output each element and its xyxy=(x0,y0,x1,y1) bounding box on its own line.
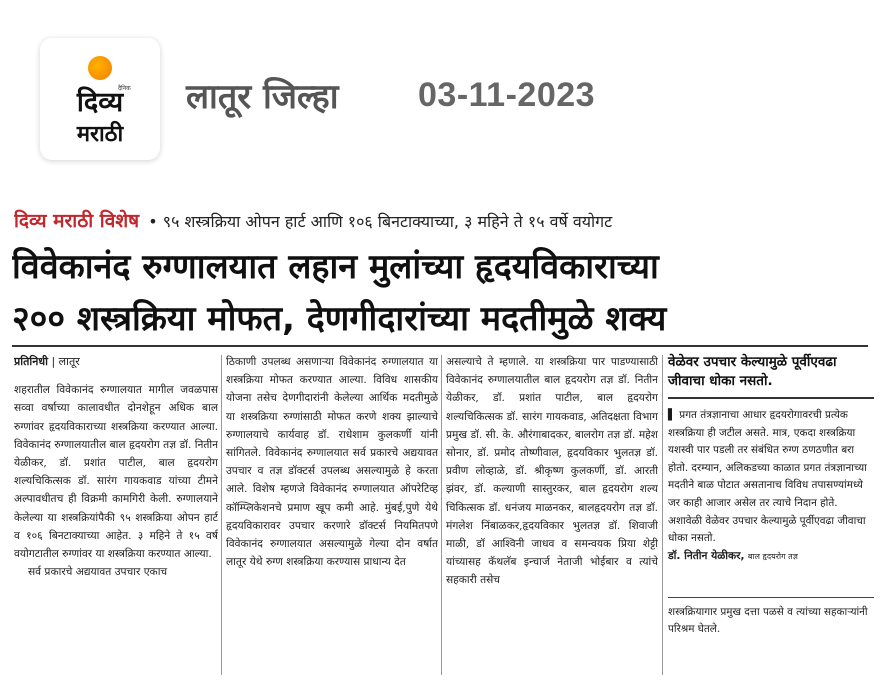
headline-divider xyxy=(12,345,868,347)
column-divider xyxy=(221,355,222,675)
district-title: लातूर जिल्हा xyxy=(186,77,339,117)
sidebar-headline: वेळेवर उपचार केल्यामुळे पूर्वीएवढा जीवाचा धोका नसतो. xyxy=(668,354,837,389)
article-kicker xyxy=(14,207,874,237)
sidebar-footer: शस्त्रक्रियागार प्रमुख दत्ता पळसे व त्यांच्या सहकाऱ्यांनी परिश्रम घेतले. xyxy=(668,597,874,638)
kicker-text: • ९५ शस्त्रक्रिया ओपन हार्ट आणि १०६ बिनटाक्याच्या, ३ महिने ते १५ वर्षे वयोगट xyxy=(148,212,613,231)
byline-name: प्रतिनिधी xyxy=(14,355,48,368)
newspaper-clipping xyxy=(0,195,884,687)
page-header xyxy=(0,0,884,185)
divya-marathi-logo[interactable] xyxy=(40,38,160,160)
column-divider xyxy=(441,355,442,675)
sidebar-signature-name: डॉ. नितीन येळीकर, xyxy=(668,549,745,562)
logo-tagline: दैनिक xyxy=(118,85,131,92)
headline-line2: २०० शस्त्रक्रिया मोफत, देणगीदारांच्या मदतीमुळे शक्य xyxy=(12,299,667,339)
column-2-text: ठिकाणी उपलब्ध असणाऱ्या विवेकानंद रुग्णालयात या शस्त्रक्रिया मोफत करण्यात आल्या. विविध शासकीय योजना तसेच देणगीदारांनी केलेल्या आर्थिक मदतीमुळे या शस्त्रक्रिया रुग्णांसाठी मोफत करणे शक्य झाल्याचे रुग्णालयाचे कार्यवाह डॉ. राधेशाम कुलकर्णी यांनी सांगितले. विवेकानंद रुग्णालयात सर्व प्रकारचे अद्ययावत उपचार व तज्ञ डॉक्टर्स उपलब्ध असल्यामुळे हे करता आले. विशेष म्हणजे विवेकानंद रुग्णालयात ऑपरेटिव्ह कॉम्प्लिकेशनचे प्रमाण खूप कमी आहे. मुंबई,पुणे येथे हृदयविकारावर उपचार करणारे डॉक्टर्स नियमितपणे विवेकानंद रुग्णालयात असल्यामुळे गेल्या दोन वर्षात लातूर येथे रुग्ण शस्त्रक्रिया करण्यास प्राधान्य देत xyxy=(226,356,438,569)
sidebar-quote: ▌ प्रगत तंत्रज्ञानाचा आधार हृदयरोगावरची प्रत्येक शस्त्रक्रिया ही जटील असते. मात्र, एकदा शस्त्रक्रिया यशस्वी पार पडली तर संबंधित रुग्ण ठणठणीत बरा होतो. दरम्यान, अलिकडच्या काळात प्रगत तंत्रज्ञानाच्या मदतीने बाळ पोटात असतानाच विविध तपासण्यांमध्ये जर काही आजार असेल तर त्याचे निदान होते. अशावेळी वेळेवर उपचार केल्यामुळे पूर्वीएवढा जीवाचा धोका नसतो. xyxy=(668,409,867,545)
article-column-3 xyxy=(446,353,658,683)
column-divider xyxy=(662,355,663,675)
kicker-brand: दिव्य मराठी विशेष xyxy=(14,210,140,232)
byline-place: | लातूर xyxy=(51,355,80,368)
sidebar-box xyxy=(668,353,874,683)
sidebar-signature-role: बाल हृदयरोग तज्ञ xyxy=(747,551,798,561)
logo-text-line2: मराठी xyxy=(76,122,124,147)
article-headline xyxy=(12,241,876,345)
article-column-1 xyxy=(14,353,218,683)
sun-icon xyxy=(88,56,112,80)
column-3-text: असल्याचे ते म्हणाले. या शस्त्रक्रिया पार पाडण्यासाठी विवेकानंद रुग्णालयातील बाल हृदयरोग तज्ञ डॉ. नितीन येळीकर, डॉ. प्रशांत पाटील, बाल हृदयरोग शल्यचिकित्सक डॉ. सारंग गायकवाड, अतिदक्षता विभाग प्रमुख डॉ. सी. के. औरंगाबादकर, बालरोग तज्ञ डॉ. महेश सोनार, डॉ. प्रमोद तोष्णीवाल, हृदयविकार भुलतज्ञ डॉ. प्रवीण लोव्हाळे, डॉ. श्रीकृष्ण कुलकर्णी, डॉ. आरती झंवर, डॉ. कल्याणी सास्तुरकर, बाल हृदयरोग शल्य चिकित्सक डॉ. धनंजय माळनकर, बालहृदयरोग तज्ञ डॉ. मंगलेश निंबाळकर,हृदयविकार भुलतज्ञ डॉ. शिवाजी माळी, डॉ आश्विनी जाधव व समन्वयक प्रिया शेट्टी यांच्यासह कॅथलॅब इन्चार्ज नेताजी भोईबार व त्यांचे सहकारी तसेच xyxy=(446,356,658,587)
sidebar-body xyxy=(668,407,874,565)
headline-line1: विवेकानंद रुग्णालयात लहान मुलांच्या हृदयविकाराच्या xyxy=(12,247,659,287)
byline xyxy=(14,353,218,371)
column-1-paragraph: शहरातील विवेकानंद रुग्णालयात मागील जवळपास सव्वा वर्षाच्या कालावधीत दोनशेहून अधिक बाल रुग्णांवर हृदयविकाराच्या शस्त्रक्रिया करण्यात आल्या. विवेकानंद रुग्णालयातील बाल हृदयरोग तज्ञ डॉ. नितीन येळीकर, डॉ. प्रशांत पाटील, बाल हृदयरोग शल्यचिकित्सक डॉ. सारंग गायकवाड यांच्या टीमने अल्पावधीतच ही विक्रमी कामगिरी केली. रुग्णालयाने केलेल्या या शस्त्रक्रियांपैकी ९५ शस्त्रक्रिया ओपन हार्ट व १०६ बिनटाक्याच्या आहेत. ३ महिने ते १५ वर्ष वयोगटातील रुग्णांवर या शस्त्रक्रिया करण्यात आल्या. xyxy=(14,384,218,561)
article-column-2 xyxy=(226,353,438,683)
edition-date: 03-11-2023 xyxy=(418,76,596,114)
logo-text-line1: दिव्य xyxy=(76,87,124,118)
sidebar-divider xyxy=(668,397,874,399)
column-1-paragraph-2: सर्व प्रकारचे अद्ययावत उपचार एकाच xyxy=(28,566,168,579)
